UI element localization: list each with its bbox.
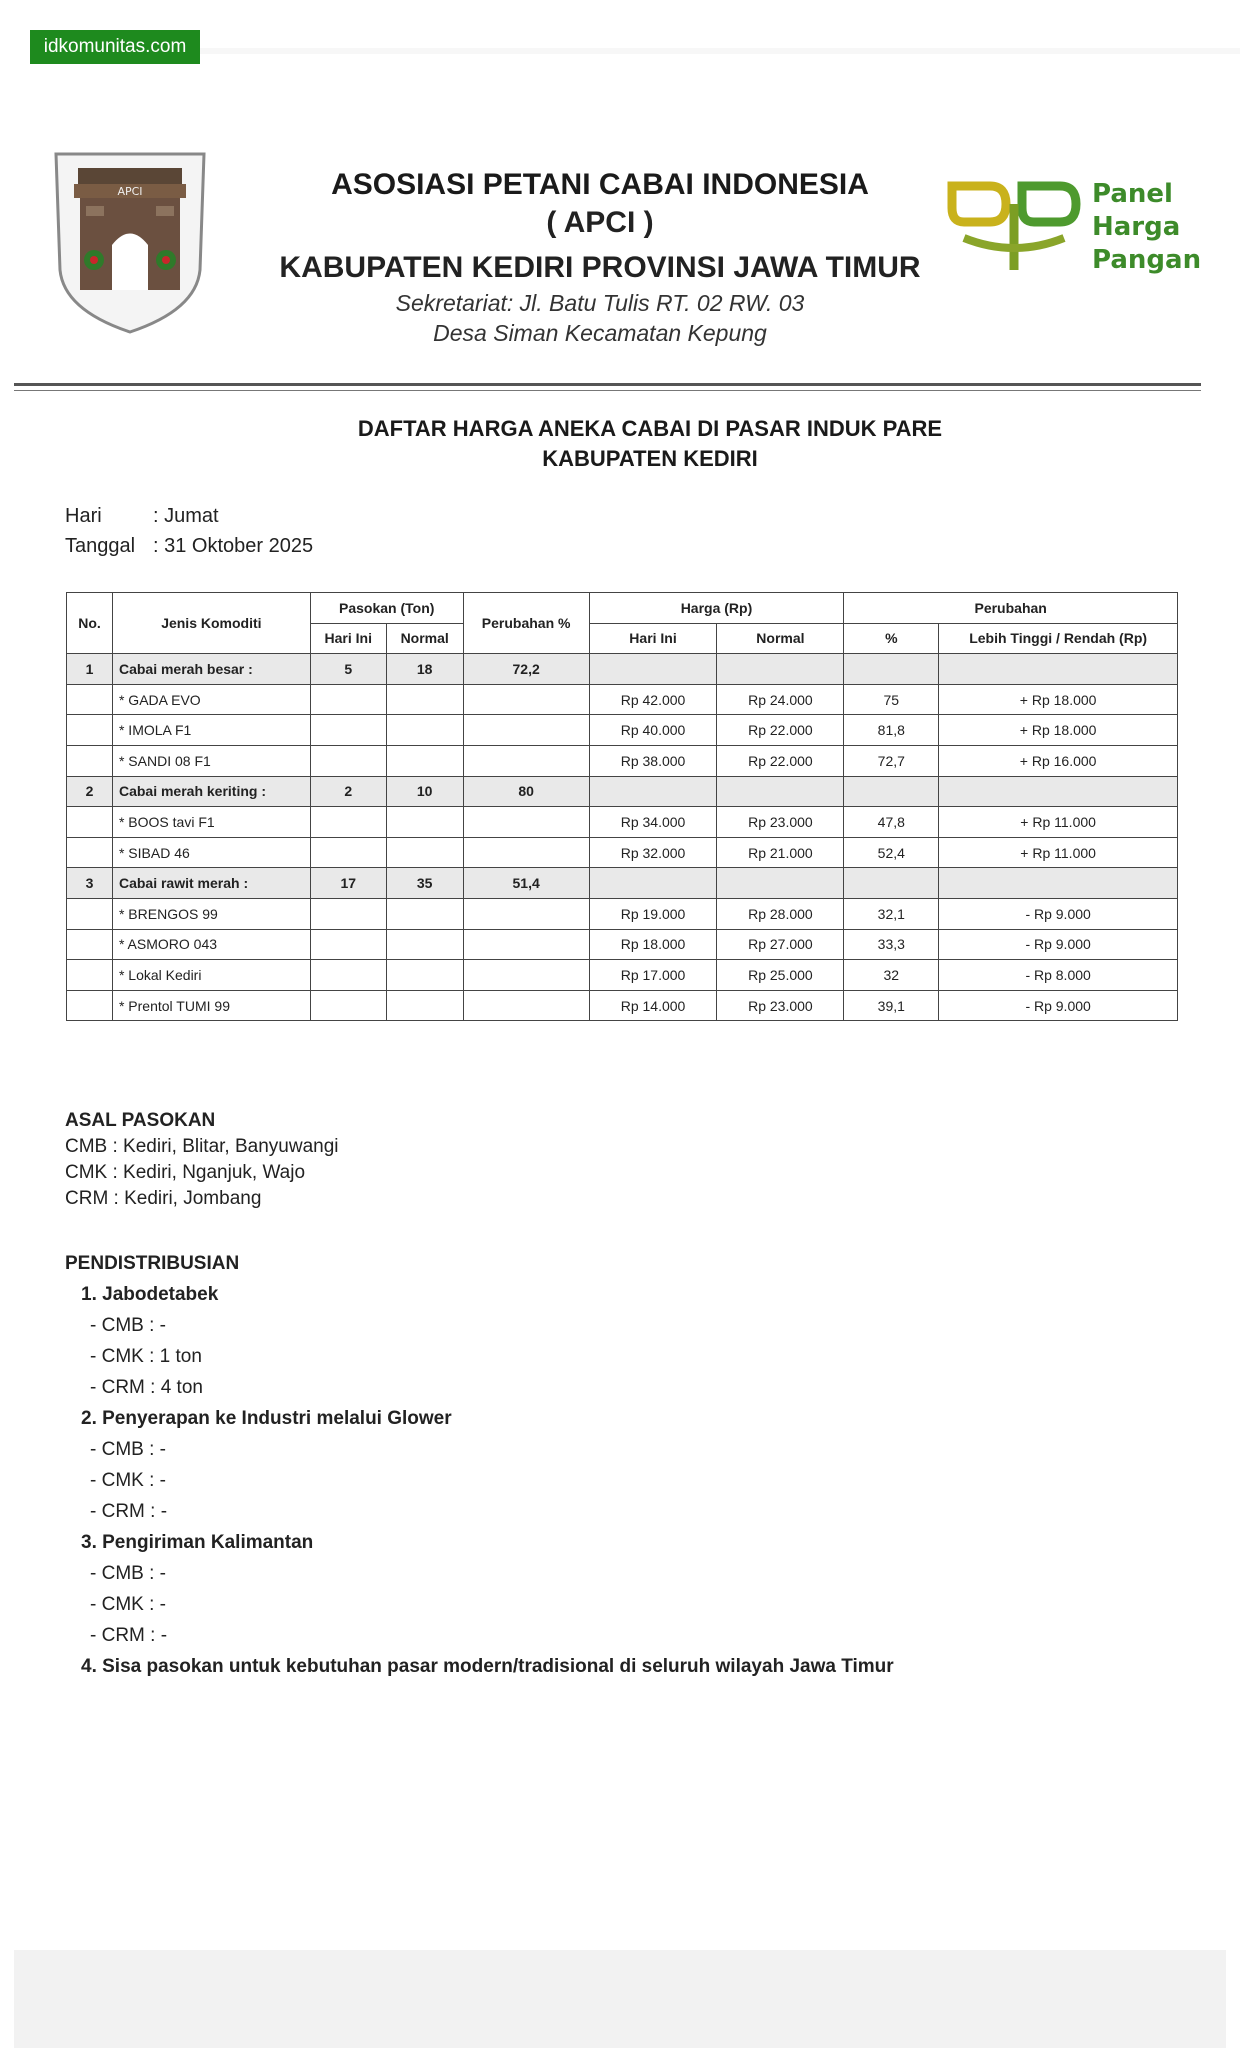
- panel-logo-line3: Pangan: [1092, 245, 1202, 275]
- th-normal: Normal: [386, 623, 463, 654]
- cell-pct: 32,1: [844, 898, 939, 929]
- category-row: [67, 654, 1178, 685]
- cell-empty: [589, 776, 717, 807]
- cell-no: 2: [67, 776, 113, 807]
- cell-empty: [310, 745, 386, 776]
- address-line-2: Desa Siman Kecamatan Kepung: [433, 320, 767, 346]
- cell-empty: [463, 715, 589, 746]
- cell-diff: - Rp 9.000: [939, 990, 1178, 1021]
- title-line-1: DAFTAR HARGA ANEKA CABAI DI PASAR INDUK PARE: [357, 416, 943, 441]
- th-harga-normal: Normal: [717, 623, 844, 654]
- cell-empty: [463, 807, 589, 838]
- th-harga: Harga (Rp): [589, 593, 844, 624]
- panel-logo-mark: [944, 178, 1084, 278]
- distribusi-heading: 1. Jabodetabek: [81, 1284, 219, 1305]
- cell-empty: [310, 807, 386, 838]
- category-row: [67, 776, 1178, 807]
- pendistribusian: [65, 1248, 894, 1682]
- cell-pct: 72,7: [844, 745, 939, 776]
- cell-empty: [67, 684, 113, 715]
- cell-perubahan: 51,4: [463, 868, 589, 899]
- panel-logo-line2: Harga: [1092, 212, 1181, 242]
- cell-pct: 75: [844, 684, 939, 715]
- cell-empty: [386, 715, 463, 746]
- footer-band: [14, 1950, 1226, 2048]
- cell-empty: [67, 960, 113, 991]
- cell-harga-normal: Rp 28.000: [717, 898, 844, 929]
- cell-no: 3: [67, 868, 113, 899]
- tanggal-label: Tanggal: [65, 535, 136, 557]
- cell-empty: [939, 654, 1178, 685]
- cell-empty: [717, 868, 844, 899]
- cell-harga-normal: Rp 21.000: [717, 837, 844, 868]
- price-table-body: [67, 654, 1178, 1021]
- cell-diff: + Rp 18.000: [939, 684, 1178, 715]
- cell-pct: 39,1: [844, 990, 939, 1021]
- date-info: [65, 501, 313, 561]
- distribusi-item: - CMK : -: [90, 1594, 166, 1615]
- title-line-2: KABUPATEN KEDIRI: [542, 446, 758, 471]
- cell-harga-normal: Rp 24.000: [717, 684, 844, 715]
- cell-name: * BOOS tavi F1: [112, 807, 310, 838]
- cell-pct: 47,8: [844, 807, 939, 838]
- th-hari-ini: Hari Ini: [310, 623, 386, 654]
- cell-hari-ini: 17: [310, 868, 386, 899]
- apci-logo-text: APCI: [117, 185, 143, 198]
- cell-pct: 52,4: [844, 837, 939, 868]
- asal-line: CRM : Kediri, Jombang: [65, 1188, 262, 1209]
- cell-empty: [939, 868, 1178, 899]
- letterhead: [240, 166, 960, 348]
- cell-empty: [463, 684, 589, 715]
- cell-empty: [386, 837, 463, 868]
- cell-empty: [67, 898, 113, 929]
- th-no: No.: [67, 593, 113, 654]
- cell-empty: [463, 929, 589, 960]
- cell-empty: [844, 868, 939, 899]
- header-divider-thin: [14, 390, 1201, 391]
- cell-perubahan: 80: [463, 776, 589, 807]
- distribusi-heading: 3. Pengiriman Kalimantan: [81, 1532, 314, 1553]
- cell-empty: [463, 990, 589, 1021]
- th-perubahan: Perubahan: [844, 593, 1178, 624]
- cell-name: * Lokal Kediri: [112, 960, 310, 991]
- distribusi-item: - CMK : -: [90, 1470, 166, 1491]
- cell-empty: [310, 990, 386, 1021]
- th-pct: %: [844, 623, 939, 654]
- cell-hari-ini: 5: [310, 654, 386, 685]
- cell-empty: [386, 960, 463, 991]
- th-lebih: Lebih Tinggi / Rendah (Rp): [939, 623, 1178, 654]
- cell-name: Cabai merah keriting :: [112, 776, 310, 807]
- cell-hari-ini: 2: [310, 776, 386, 807]
- price-table: [66, 592, 1178, 1021]
- cell-harga-normal: Rp 22.000: [717, 745, 844, 776]
- org-name: ASOSIASI PETANI CABAI INDONESIA: [331, 168, 869, 201]
- cell-harga-hari-ini: Rp 40.000: [589, 715, 717, 746]
- asal-line: CMB : Kediri, Blitar, Banyuwangi: [65, 1136, 339, 1157]
- th-jenis: Jenis Komoditi: [112, 593, 310, 654]
- cell-empty: [386, 745, 463, 776]
- distribusi-item: - CMK : 1 ton: [90, 1346, 202, 1367]
- cell-empty: [67, 745, 113, 776]
- tanggal-value: : 31 Oktober 2025: [153, 535, 314, 557]
- document-title: [200, 414, 1100, 474]
- cell-empty: [463, 745, 589, 776]
- address-line-1: Sekretariat: Jl. Batu Tulis RT. 02 RW. 03: [395, 290, 805, 316]
- cell-name: * ASMORO 043: [112, 929, 310, 960]
- cell-empty: [386, 898, 463, 929]
- asal-line: CMK : Kediri, Nganjuk, Wajo: [65, 1162, 306, 1183]
- table-row: [67, 745, 1178, 776]
- hari-value: : Jumat: [153, 505, 219, 527]
- cell-normal: 18: [386, 654, 463, 685]
- cell-harga-normal: Rp 23.000: [717, 990, 844, 1021]
- table-row: [67, 960, 1178, 991]
- cell-name: * SIBAD 46: [112, 837, 310, 868]
- cell-normal: 35: [386, 868, 463, 899]
- cell-name: * IMOLA F1: [112, 715, 310, 746]
- distribusi-item: - CRM : -: [90, 1625, 168, 1646]
- cell-harga-hari-ini: Rp 42.000: [589, 684, 717, 715]
- cell-diff: + Rp 11.000: [939, 807, 1178, 838]
- cell-name: * Prentol TUMI 99: [112, 990, 310, 1021]
- distribusi-item: - CMB : -: [90, 1439, 166, 1460]
- distribusi-list: [65, 1279, 894, 1682]
- cell-harga-hari-ini: Rp 19.000: [589, 898, 717, 929]
- cell-perubahan: 72,2: [463, 654, 589, 685]
- cell-empty: [463, 898, 589, 929]
- cell-harga-hari-ini: Rp 18.000: [589, 929, 717, 960]
- distribusi-item: - CRM : 4 ton: [90, 1377, 203, 1398]
- cell-no: 1: [67, 654, 113, 685]
- cell-diff: - Rp 9.000: [939, 929, 1178, 960]
- cell-harga-hari-ini: Rp 17.000: [589, 960, 717, 991]
- cell-empty: [310, 898, 386, 929]
- cell-diff: + Rp 11.000: [939, 837, 1178, 868]
- cell-empty: [386, 684, 463, 715]
- cell-diff: + Rp 18.000: [939, 715, 1178, 746]
- table-row: [67, 684, 1178, 715]
- cell-harga-normal: Rp 23.000: [717, 807, 844, 838]
- distribusi-heading: 2. Penyerapan ke Industri melalui Glower: [81, 1408, 452, 1429]
- table-row: [67, 807, 1178, 838]
- cell-empty: [717, 776, 844, 807]
- cell-empty: [310, 684, 386, 715]
- cell-empty: [67, 929, 113, 960]
- cell-empty: [589, 654, 717, 685]
- cell-empty: [844, 776, 939, 807]
- panel-logo-line1: Panel: [1092, 179, 1173, 209]
- cell-empty: [310, 929, 386, 960]
- cell-empty: [310, 715, 386, 746]
- panel-harga-pangan-logo: [944, 178, 1204, 278]
- distribusi-heading: 4. Sisa pasokan untuk kebutuhan pasar modern/tradisional di seluruh wilayah Jawa Timur: [81, 1656, 894, 1677]
- th-perubahan-pct: Perubahan %: [463, 593, 589, 654]
- cell-empty: [939, 776, 1178, 807]
- cell-name: * SANDI 08 F1: [112, 745, 310, 776]
- cell-pct: 33,3: [844, 929, 939, 960]
- cell-empty: [589, 868, 717, 899]
- th-harga-hari-ini: Hari Ini: [589, 623, 717, 654]
- cell-name: Cabai rawit merah :: [112, 868, 310, 899]
- top-band: [200, 48, 1240, 54]
- cell-empty: [844, 654, 939, 685]
- cell-pct: 32: [844, 960, 939, 991]
- table-row: [67, 990, 1178, 1021]
- cell-name: Cabai merah besar :: [112, 654, 310, 685]
- cell-empty: [310, 960, 386, 991]
- cell-normal: 10: [386, 776, 463, 807]
- asal-pasokan: [65, 1108, 339, 1212]
- cell-harga-hari-ini: Rp 32.000: [589, 837, 717, 868]
- distribusi-item: - CMB : -: [90, 1315, 166, 1336]
- cell-empty: [717, 654, 844, 685]
- cell-harga-hari-ini: Rp 38.000: [589, 745, 717, 776]
- cell-empty: [67, 837, 113, 868]
- cell-empty: [67, 715, 113, 746]
- org-abbr: ( APCI ): [546, 206, 654, 239]
- cell-diff: - Rp 9.000: [939, 898, 1178, 929]
- table-row: [67, 898, 1178, 929]
- cell-empty: [67, 990, 113, 1021]
- table-row: [67, 929, 1178, 960]
- watermark-badge: idkomunitas.com: [30, 30, 200, 64]
- distribusi-title: PENDISTRIBUSIAN: [65, 1253, 240, 1274]
- cell-empty: [386, 929, 463, 960]
- cell-diff: + Rp 16.000: [939, 745, 1178, 776]
- hari-label: Hari: [65, 505, 102, 527]
- distribusi-item: - CRM : -: [90, 1501, 168, 1522]
- cell-harga-normal: Rp 22.000: [717, 715, 844, 746]
- cell-empty: [386, 807, 463, 838]
- cell-harga-hari-ini: Rp 34.000: [589, 807, 717, 838]
- cell-harga-normal: Rp 27.000: [717, 929, 844, 960]
- cell-harga-hari-ini: Rp 14.000: [589, 990, 717, 1021]
- cell-empty: [386, 990, 463, 1021]
- category-row: [67, 868, 1178, 899]
- cell-pct: 81,8: [844, 715, 939, 746]
- distribusi-item: - CMB : -: [90, 1563, 166, 1584]
- cell-empty: [310, 837, 386, 868]
- cell-harga-normal: Rp 25.000: [717, 960, 844, 991]
- cell-name: * GADA EVO: [112, 684, 310, 715]
- asal-title: ASAL PASOKAN: [65, 1110, 216, 1131]
- cell-empty: [463, 960, 589, 991]
- table-row: [67, 837, 1178, 868]
- th-pasokan: Pasokan (Ton): [310, 593, 463, 624]
- org-region: KABUPATEN KEDIRI PROVINSI JAWA TIMUR: [279, 251, 921, 284]
- cell-empty: [463, 837, 589, 868]
- cell-empty: [67, 807, 113, 838]
- header-divider: [14, 383, 1201, 386]
- cell-diff: - Rp 8.000: [939, 960, 1178, 991]
- cell-name: * BRENGOS 99: [112, 898, 310, 929]
- table-row: [67, 715, 1178, 746]
- apci-logo: [50, 150, 210, 335]
